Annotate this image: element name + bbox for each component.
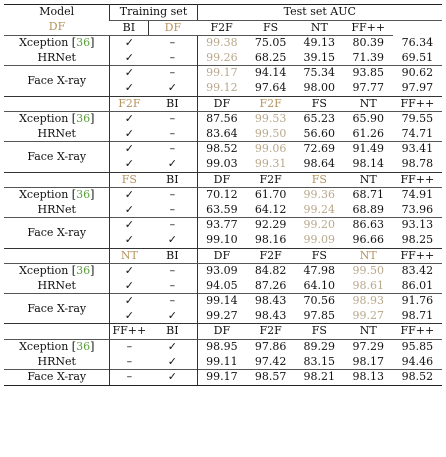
auc-results-table bbox=[4, 4, 442, 386]
auc-value-cell: 65.90 bbox=[352, 112, 384, 126]
auc-value-cell: 98.13 bbox=[344, 370, 393, 386]
model-name: HRNet bbox=[37, 354, 76, 368]
checkmark-icon: ✓ bbox=[110, 294, 148, 309]
auc-value-cell: 99.11 bbox=[206, 354, 238, 368]
auc-value-cell: 99.50 bbox=[254, 126, 287, 140]
checkmark-icon: ✓ bbox=[110, 218, 148, 233]
auc-value-cell: 99.20 bbox=[295, 218, 344, 233]
model-name: Xception bbox=[19, 188, 69, 202]
auc-value-cell: 49.13 bbox=[303, 36, 336, 50]
training-col-header: NT bbox=[110, 248, 148, 264]
auc-value-cell: 73.96 bbox=[401, 202, 434, 216]
auc-value-cell: 69.51 bbox=[401, 50, 434, 64]
auc-value-cell: 99.14 bbox=[197, 294, 246, 309]
test-col-header: F2F bbox=[197, 20, 246, 36]
auc-value-cell: 63.59 bbox=[206, 202, 238, 216]
training-col-header: BI bbox=[148, 172, 197, 188]
auc-value-cell: 98.52 bbox=[197, 142, 246, 157]
test-col-header: NT bbox=[344, 96, 393, 112]
citation-link[interactable]: 36 bbox=[76, 340, 91, 354]
auc-value-cell: 86.63 bbox=[344, 218, 393, 233]
auc-value-cell: 74.91 bbox=[401, 188, 434, 202]
auc-value-cell: 83.64 bbox=[206, 126, 238, 140]
checkmark-icon: ✓ bbox=[124, 80, 134, 94]
auc-value-cell: 93.41 bbox=[393, 142, 442, 157]
auc-value-cell: 84.82 bbox=[254, 264, 287, 278]
dash-cell: – bbox=[148, 112, 197, 127]
model-name-cell: Xception [36] bbox=[4, 340, 110, 355]
test-col-header: F2F bbox=[246, 324, 295, 340]
checkmark-icon: ✓ bbox=[148, 157, 197, 172]
citation-link[interactable]: 36 bbox=[76, 264, 91, 278]
training-col-header: DF bbox=[4, 20, 110, 36]
model-spacer bbox=[4, 324, 110, 340]
model-name-cell bbox=[4, 279, 110, 294]
auc-value-cell: 99.06 bbox=[246, 142, 295, 157]
block-subheader-row bbox=[4, 20, 442, 36]
auc-value-cell: 98.52 bbox=[393, 370, 442, 386]
checkmark-icon: ✓ bbox=[124, 232, 134, 246]
auc-value-cell: 99.26 bbox=[206, 50, 238, 64]
auc-value-cell: 91.76 bbox=[393, 294, 442, 309]
dash-cell: – bbox=[126, 340, 133, 354]
checkmark-icon: ✓ bbox=[148, 355, 197, 370]
checkmark-icon: ✓ bbox=[124, 188, 134, 202]
auc-value-cell: 93.13 bbox=[393, 218, 442, 233]
block-subheader-row bbox=[4, 248, 442, 264]
table-row bbox=[4, 142, 442, 157]
auc-value-cell: 99.03 bbox=[206, 156, 238, 170]
auc-value-cell: 64.12 bbox=[254, 202, 287, 216]
auc-value-cell: 98.93 bbox=[344, 294, 393, 309]
test-col-header: FF++ bbox=[344, 20, 393, 36]
dash-cell: – bbox=[148, 188, 197, 203]
table-row bbox=[4, 188, 442, 203]
model-name: Face X-ray bbox=[27, 370, 87, 384]
test-set-header: Test set AUC bbox=[197, 5, 442, 21]
auc-value-cell: 98.43 bbox=[254, 308, 287, 322]
test-col-header: DF bbox=[148, 20, 197, 36]
auc-value-cell: 99.27 bbox=[352, 308, 384, 322]
auc-value-cell: 98.25 bbox=[401, 232, 434, 246]
dash-cell: – bbox=[126, 354, 133, 368]
model-name-cell bbox=[4, 294, 110, 324]
auc-value-cell: 87.56 bbox=[206, 112, 238, 126]
dash-cell: – bbox=[148, 66, 197, 81]
auc-value-cell: 93.85 bbox=[344, 66, 393, 81]
auc-value-cell: 99.36 bbox=[303, 188, 336, 202]
auc-value-cell: 98.17 bbox=[352, 354, 384, 368]
auc-value-cell: 97.97 bbox=[401, 80, 434, 94]
model-name-cell bbox=[4, 355, 110, 370]
table-row bbox=[4, 294, 442, 309]
model-name: HRNet bbox=[37, 50, 76, 64]
test-col-header: FF++ bbox=[393, 96, 442, 112]
test-col-header: F2F bbox=[246, 248, 295, 264]
test-col-header: FS bbox=[295, 248, 344, 264]
auc-value-cell: 96.66 bbox=[352, 232, 384, 246]
auc-value-cell: 99.09 bbox=[303, 232, 336, 246]
auc-value-cell: 99.12 bbox=[206, 80, 238, 94]
model-name: Xception bbox=[19, 36, 69, 50]
model-name-cell bbox=[4, 127, 110, 142]
test-col-header: F2F bbox=[246, 172, 295, 188]
model-name-cell bbox=[4, 51, 110, 66]
auc-value-cell: 68.89 bbox=[352, 202, 384, 216]
table-row bbox=[4, 340, 442, 355]
training-col-header: BI bbox=[148, 96, 197, 112]
model-name-cell bbox=[4, 142, 110, 172]
dash-cell: – bbox=[148, 279, 197, 294]
model-name-cell: Xception [36] bbox=[4, 264, 110, 279]
auc-value-cell: 83.15 bbox=[303, 354, 336, 368]
model-name-cell bbox=[4, 203, 110, 218]
auc-value-cell: 93.77 bbox=[197, 218, 246, 233]
table-row bbox=[4, 112, 442, 127]
auc-value-cell: 98.57 bbox=[246, 370, 295, 386]
model-name: HRNet bbox=[37, 202, 76, 216]
training-col-header: BI bbox=[148, 324, 197, 340]
test-col-header: NT bbox=[344, 248, 393, 264]
auc-value-cell: 75.34 bbox=[295, 66, 344, 81]
checkmark-icon: ✓ bbox=[124, 112, 134, 126]
checkmark-icon: ✓ bbox=[110, 66, 148, 81]
auc-value-cell: 90.62 bbox=[393, 66, 442, 81]
checkmark-icon: ✓ bbox=[124, 156, 134, 170]
auc-value-cell: 79.55 bbox=[401, 112, 434, 126]
table-row bbox=[4, 203, 442, 218]
checkmark-icon: ✓ bbox=[148, 233, 197, 248]
auc-value-cell: 87.26 bbox=[254, 278, 287, 292]
auc-value-cell: 94.05 bbox=[206, 278, 238, 292]
auc-value-cell: 98.95 bbox=[206, 340, 238, 354]
training-col-header: FF++ bbox=[110, 324, 148, 340]
model-name: Xception bbox=[19, 340, 69, 354]
block-subheader-row bbox=[4, 96, 442, 112]
model-name: Face X-ray bbox=[27, 225, 87, 239]
dash-cell: – bbox=[148, 36, 197, 51]
auc-value-cell: 72.69 bbox=[295, 142, 344, 157]
test-col-header: FS bbox=[295, 172, 344, 188]
auc-value-cell: 71.39 bbox=[352, 50, 384, 64]
table-row bbox=[4, 279, 442, 294]
auc-value-cell: 39.15 bbox=[303, 50, 336, 64]
auc-value-cell: 97.29 bbox=[352, 340, 384, 354]
auc-value-cell: 99.50 bbox=[352, 264, 384, 278]
checkmark-icon: ✓ bbox=[124, 202, 134, 216]
dash-cell: – bbox=[110, 370, 148, 386]
auc-value-cell: 99.38 bbox=[206, 36, 238, 50]
test-col-header: NT bbox=[344, 172, 393, 188]
auc-value-cell: 97.85 bbox=[303, 308, 336, 322]
model-spacer bbox=[4, 96, 110, 112]
auc-value-cell: 61.70 bbox=[254, 188, 287, 202]
training-set-header: Training set bbox=[110, 5, 197, 21]
test-col-header: NT bbox=[295, 20, 344, 36]
model-spacer bbox=[4, 248, 110, 264]
auc-value-cell: 86.01 bbox=[401, 278, 434, 292]
auc-value-cell: 70.12 bbox=[206, 188, 238, 202]
test-col-header: NT bbox=[344, 324, 393, 340]
table-row bbox=[4, 127, 442, 142]
auc-value-cell: 68.25 bbox=[254, 50, 287, 64]
model-name: Xception bbox=[19, 264, 69, 278]
auc-value-cell: 83.42 bbox=[401, 264, 434, 278]
test-col-header: FS bbox=[295, 96, 344, 112]
test-col-header: DF bbox=[197, 248, 246, 264]
auc-value-cell: 98.16 bbox=[254, 232, 287, 246]
auc-value-cell: 64.10 bbox=[303, 278, 336, 292]
auc-value-cell: 99.27 bbox=[206, 308, 238, 322]
auc-value-cell: 98.78 bbox=[401, 156, 434, 170]
training-col-header: BI bbox=[110, 20, 148, 36]
checkmark-icon: ✓ bbox=[148, 340, 197, 355]
test-col-header: DF bbox=[197, 172, 246, 188]
dash-cell: – bbox=[148, 294, 197, 309]
test-col-header: FF++ bbox=[393, 172, 442, 188]
checkmark-icon: ✓ bbox=[124, 264, 134, 278]
auc-value-cell: 99.17 bbox=[197, 370, 246, 386]
auc-value-cell: 98.64 bbox=[303, 156, 336, 170]
auc-value-cell: 95.85 bbox=[401, 340, 434, 354]
auc-value-cell: 99.53 bbox=[254, 112, 287, 126]
training-col-header: FS bbox=[110, 172, 148, 188]
auc-value-cell: 98.14 bbox=[352, 156, 384, 170]
block-subheader-row bbox=[4, 324, 442, 340]
model-name: Face X-ray bbox=[27, 73, 87, 87]
model-name-cell bbox=[4, 370, 110, 386]
model-header: Model bbox=[4, 5, 110, 21]
model-name: Face X-ray bbox=[27, 301, 87, 315]
test-col-header: DF bbox=[197, 96, 246, 112]
model-spacer bbox=[4, 172, 110, 188]
citation-link[interactable]: 36 bbox=[76, 112, 91, 126]
auc-value-cell: 93.09 bbox=[206, 264, 238, 278]
block-subheader-row bbox=[4, 172, 442, 188]
auc-value-cell: 99.24 bbox=[303, 202, 336, 216]
model-name: HRNet bbox=[37, 126, 76, 140]
auc-value-cell: 65.23 bbox=[303, 112, 336, 126]
dash-cell: – bbox=[148, 264, 197, 279]
checkmark-icon: ✓ bbox=[124, 308, 134, 322]
checkmark-icon: ✓ bbox=[124, 50, 134, 64]
auc-value-cell: 97.42 bbox=[254, 354, 287, 368]
auc-value-cell: 74.71 bbox=[401, 126, 434, 140]
table-row bbox=[4, 355, 442, 370]
model-name-cell: Xception [36] bbox=[4, 188, 110, 203]
auc-value-cell: 98.00 bbox=[303, 80, 336, 94]
model-name-cell: Xception [36] bbox=[4, 112, 110, 127]
auc-value-cell: 70.56 bbox=[295, 294, 344, 309]
training-col-header: BI bbox=[148, 248, 197, 264]
auc-value-cell: 56.60 bbox=[303, 126, 336, 140]
auc-value-cell: 61.26 bbox=[352, 126, 384, 140]
table-row bbox=[4, 51, 442, 66]
auc-value-cell: 98.71 bbox=[401, 308, 434, 322]
dash-cell: – bbox=[148, 203, 197, 218]
test-col-header: F2F bbox=[246, 96, 295, 112]
auc-value-cell: 68.71 bbox=[352, 188, 384, 202]
auc-value-cell: 99.17 bbox=[197, 66, 246, 81]
auc-value-cell: 89.29 bbox=[303, 340, 336, 354]
auc-value-cell: 97.86 bbox=[254, 340, 287, 354]
table-row bbox=[4, 66, 442, 81]
table-row bbox=[4, 218, 442, 233]
checkmark-icon: ✓ bbox=[124, 278, 134, 292]
auc-value-cell: 98.61 bbox=[352, 278, 384, 292]
table-row bbox=[4, 370, 442, 386]
auc-value-cell: 98.21 bbox=[295, 370, 344, 386]
auc-value-cell: 92.29 bbox=[246, 218, 295, 233]
checkmark-icon: ✓ bbox=[124, 36, 134, 50]
auc-value-cell: 97.64 bbox=[254, 80, 287, 94]
auc-value-cell: 76.34 bbox=[401, 35, 434, 49]
dash-cell: – bbox=[148, 51, 197, 66]
checkmark-icon: ✓ bbox=[110, 142, 148, 157]
dash-cell: – bbox=[148, 218, 197, 233]
test-col-header: FS bbox=[246, 20, 295, 36]
model-name: HRNet bbox=[37, 278, 76, 292]
auc-value-cell: 98.43 bbox=[246, 294, 295, 309]
table-row bbox=[4, 36, 442, 51]
auc-value-cell: 94.14 bbox=[246, 66, 295, 81]
citation-link[interactable]: 36 bbox=[76, 188, 91, 202]
checkmark-icon: ✓ bbox=[148, 370, 197, 386]
citation-link[interactable]: 36 bbox=[76, 36, 91, 50]
auc-value-cell: 75.05 bbox=[254, 36, 287, 50]
auc-value-cell: 80.39 bbox=[352, 36, 384, 50]
checkmark-icon: ✓ bbox=[148, 309, 197, 324]
checkmark-icon: ✓ bbox=[124, 126, 134, 140]
table-row bbox=[4, 264, 442, 279]
test-col-header: FS bbox=[295, 324, 344, 340]
auc-value-cell: 99.31 bbox=[254, 156, 287, 170]
test-col-header: FF++ bbox=[393, 324, 442, 340]
model-name: Face X-ray bbox=[27, 149, 87, 163]
dash-cell: – bbox=[148, 127, 197, 142]
model-name-cell bbox=[4, 66, 110, 96]
test-col-header: FF++ bbox=[393, 248, 442, 264]
model-name: Xception bbox=[19, 112, 69, 126]
auc-value-cell: 47.98 bbox=[303, 264, 336, 278]
model-name-cell bbox=[4, 218, 110, 248]
dash-cell: – bbox=[148, 142, 197, 157]
auc-value-cell: 97.77 bbox=[352, 80, 384, 94]
auc-value-cell: 91.49 bbox=[344, 142, 393, 157]
training-col-header: F2F bbox=[110, 96, 148, 112]
model-name-cell: Xception [36] bbox=[4, 36, 110, 51]
auc-value-cell: 94.46 bbox=[401, 354, 434, 368]
auc-value-cell: 99.10 bbox=[206, 232, 238, 246]
header-row bbox=[4, 5, 442, 21]
test-col-header: DF bbox=[197, 324, 246, 340]
checkmark-icon: ✓ bbox=[148, 81, 197, 96]
